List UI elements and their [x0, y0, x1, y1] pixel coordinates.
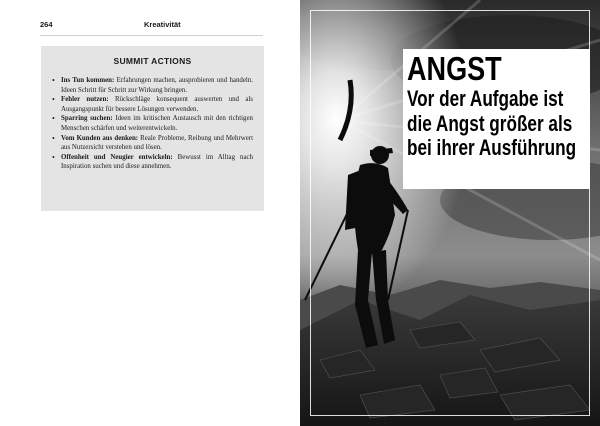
summit-actions-list: [52, 76, 253, 172]
item-term: Fehler nutzen:: [61, 96, 109, 104]
right-page: [300, 0, 600, 426]
page-number: 264: [40, 20, 53, 29]
list-item: [52, 95, 253, 114]
item-term: Vom Kunden aus denken:: [61, 134, 139, 142]
quote-body: Vor der Aufgabe ist die Angst größer als bei ihrer Ausführung: [407, 86, 577, 160]
bullet-icon: •: [52, 76, 55, 85]
header-divider: [40, 35, 263, 36]
item-term: Sparring suchen:: [61, 115, 113, 123]
bullet-icon: •: [52, 152, 55, 162]
summit-actions-box: [41, 46, 264, 211]
item-text: Bewusst im Alltag nach Inspiration suchen und diese annehmen.: [61, 153, 253, 171]
list-item: [52, 134, 253, 153]
quote-title: ANGST: [407, 50, 502, 87]
quote-box: [403, 49, 590, 189]
bullet-icon: •: [52, 95, 55, 105]
bullet-icon: •: [52, 133, 55, 143]
list-item: [52, 153, 253, 172]
item-text: Erfahrungen machen, ausprobieren und handeln. Ideen Schritt für Schritt zur Wirkung bringen.: [61, 77, 254, 94]
list-item: [52, 76, 253, 95]
item-term: Ins Tun kommen:: [61, 77, 115, 84]
item-text: Rückschläge konsequent auswerten und als Ausgangspunkt für bessere Lösungen verwenden.: [61, 96, 253, 113]
bullet-icon: •: [52, 114, 55, 124]
chapter-title: Kreativität: [144, 20, 181, 29]
running-header: [40, 20, 263, 34]
list-item: [52, 114, 253, 133]
summit-actions-title: SUMMIT ACTIONS: [113, 56, 192, 66]
item-text: Ideen im kritischen Austausch mit den richtigen Menschen schärfen und weiterentwickeln.: [61, 115, 253, 132]
item-text: Reale Probleme, Reibung und Mehrwert aus Nutzersicht verstehen und lösen.: [61, 134, 253, 152]
item-term: Offenheit und Neugier entwickeln:: [61, 153, 173, 161]
